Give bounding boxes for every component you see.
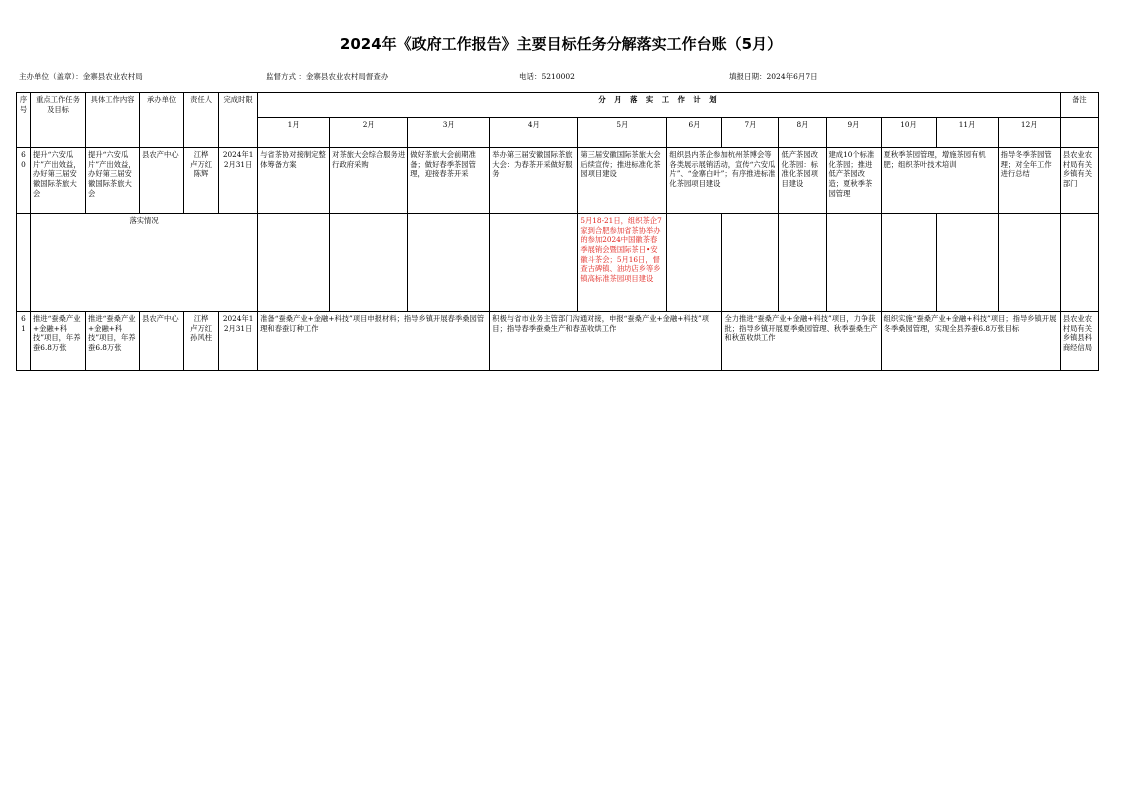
header-month: 12月 [998,118,1060,148]
header-month: 5月 [578,118,667,148]
header-month: 8月 [779,118,826,148]
row-seq: 60 [17,148,31,214]
row-person: 江桦 卢万红 陈辉 [184,148,219,214]
header-month: 6月 [667,118,722,148]
table-row [17,148,1099,214]
impl-may: 5月18-21日，组织茶企7家到合肥参加省茶协举办的参加2024中国徽茶春季展销会暨国际茶日•安徽斗茶会；5月16日，督查古碑镇、油坊店乡等乡镇高标准茶园项目建设 [578,214,667,312]
row-plan-may: 第三届安徽国际茶旅大会后续宣传；推进标准化茶园项目建设 [578,148,667,214]
table-row [17,312,1099,371]
row-plan-q1: 准备“蚕桑产业+金融+科技”项目申报材料；指导乡镇开展春季桑园管理和春蚕订种工作 [258,312,490,371]
implementation-label: 落实情况 [31,214,258,312]
impl-jan [258,214,330,312]
impl-blank [17,214,31,312]
header-content: 具体工作内容 [86,93,140,148]
impl-aug [779,214,826,312]
row-unit: 县农产中心 [140,148,184,214]
impl-jul [722,214,779,312]
row-plan-sep: 建成10个标准化茶园；推进低产茶园改造；夏秋季茶园管理 [826,148,881,214]
impl-mar [408,214,490,312]
row-content: 提升“六安瓜片”产出效益，办好第三届安徽国际茶旅大会 [86,148,140,214]
header-seq: 序号 [17,93,31,148]
row-plan-mar: 做好茶旅大会前期准备；做好春季茶园管理，迎接春茶开采 [408,148,490,214]
header-month: 10月 [881,118,936,148]
header-monthly-plan: 分 月 落 实 工 作 计 划 [258,93,1061,118]
row-plan-feb: 对茶旅大会综合服务进行政府采购 [330,148,408,214]
row-key-task: 推进“蚕桑产业+金融+科技”项目，年养蚕6.8万张 [31,312,86,371]
impl-feb [330,214,408,312]
row-remark: 县农业农村局有关乡镇县科商经信局 [1060,312,1098,371]
header-month: 9月 [826,118,881,148]
impl-sep [826,214,881,312]
phone-info: 电话：5210002 [519,72,575,81]
header-remark: 备注 [1060,93,1098,118]
impl-apr [490,214,578,312]
row-plan-dec: 指导冬季茶园管理；对全年工作进行总结 [998,148,1060,214]
header-month: 4月 [490,118,578,148]
impl-oct [881,214,936,312]
row-plan-q2: 积极与省市业务主管部门沟通对接，申报“蚕桑产业+金融+科技”项目；指导春季蚕桑生产和春茧收烘工作 [490,312,722,371]
row-plan-jun-jul: 组织县内茶企参加杭州茶博会等各类展示展销活动，宣传“六安瓜片”、“金寨白叶”；有序推进标准化茶园项目建设 [667,148,779,214]
row-plan-apr: 举办第三届安徽国际茶旅大会：为春茶开采做好服务 [490,148,578,214]
row-deadline: 2024年12月31日 [219,148,258,214]
page-title: 2024年《政府工作报告》主要目标任务分解落实工作台账（5月） [339,35,783,53]
supervision-info: 监督方式 ：金寨县农业农村局督查办 [266,72,389,81]
organizer-info: 主办单位（盖章）：金寨县农业农村局 [19,72,143,81]
header-month: 3月 [408,118,490,148]
row-unit: 县农产中心 [140,312,184,371]
header-remark-blank [1060,118,1098,148]
row-plan-aug: 低产茶园改化茶园：标准化茶园项目建设 [779,148,826,214]
impl-remark [1060,214,1098,312]
header-key-task: 重点工作任务及目标 [31,93,86,148]
header-month: 7月 [722,118,779,148]
impl-nov [936,214,998,312]
fill-date: 填报日期：2024年6月7日 [729,72,818,81]
row-plan-jan: 与省茶协对接制定整体筹备方案 [258,148,330,214]
row-seq: 61 [17,312,31,371]
header-month: 1月 [258,118,330,148]
row-content: 推进“蚕桑产业+金融+科技”项目，年养蚕6.8万张 [86,312,140,371]
task-ledger-table [16,92,1099,371]
implementation-row [17,214,1099,312]
impl-jun [667,214,722,312]
header-person: 责任人 [184,93,219,148]
row-remark: 县农业农村局有关乡镇有关部门 [1060,148,1098,214]
row-key-task: 提升“六安瓜片”产出效益，办好第三届安徽国际茶旅大会 [31,148,86,214]
header-deadline: 完成时限 [219,93,258,148]
row-plan-q3: 全力推进“蚕桑产业+金融+科技”项目，力争获批；指导乡镇开展夏季桑园管理、秋季蚕桑生产和秋茧收烘工作 [722,312,881,371]
row-person: 江桦 卢万红 孙风柱 [184,312,219,371]
impl-dec [998,214,1060,312]
row-deadline: 2024年12月31日 [219,312,258,371]
header-unit: 承办单位 [140,93,184,148]
row-plan-oct-nov: 夏秋季茶园管理，增施茶园有机肥；组织茶叶技术培训 [881,148,998,214]
header-month: 2月 [330,118,408,148]
header-month: 11月 [936,118,998,148]
row-plan-q4: 组织实施“蚕桑产业+金融+科技”项目；指导乡镇开展冬季桑园管理，实现全县养蚕6.8万张目标 [881,312,1060,371]
